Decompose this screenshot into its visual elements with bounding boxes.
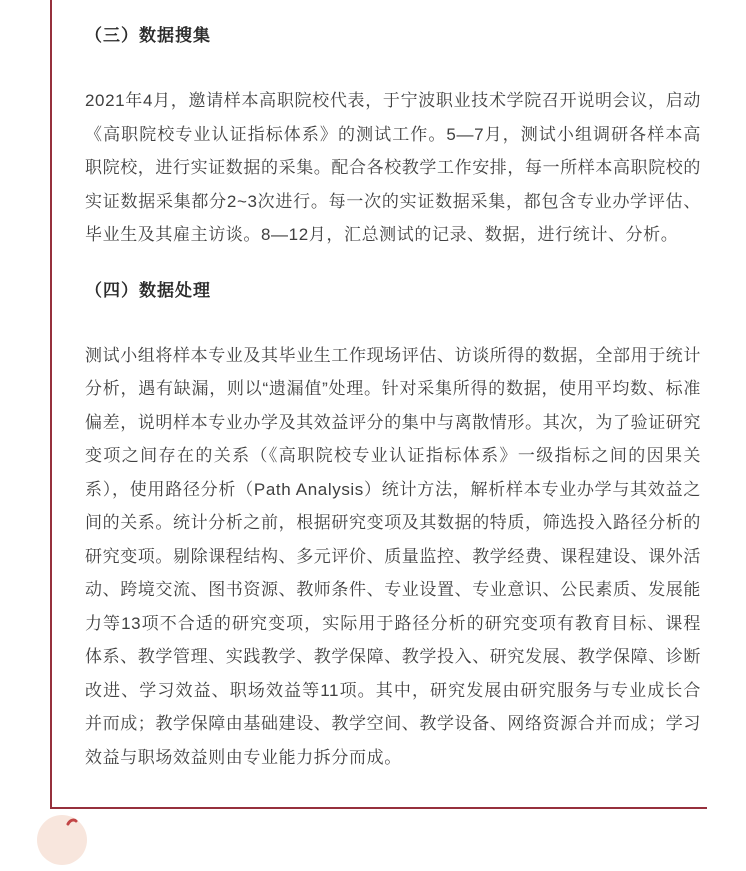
partial-peach-sticker-icon	[36, 814, 88, 866]
article-content	[52, 0, 707, 774]
section-heading-data-collection: （三）数据搜集	[85, 26, 211, 45]
article-quote-frame	[50, 0, 707, 809]
paragraph-data-collection: 2021年4月，邀请样本高职院校代表，于宁波职业技术学院召开说明会议，启动《高职院校专业认证指标体系》的测试工作。5—7月，测试小组调研各样本高职院校，进行实证数据的采集。配合各校教学工作安排，每一所样本高职院校的实证数据采集都分2~3次进行。每一次的实证数据采集，都包含专业办学评估、毕业生及其雇主访谈。8—12月，汇总测试的记录、数据，进行统计、分析。	[85, 91, 701, 244]
section-heading-data-processing: （四）数据处理	[85, 280, 211, 300]
paragraph-data-processing: 测试小组将样本专业及其毕业生工作现场评估、访谈所得的数据，全部用于统计分析，遇有缺漏，则以“遗漏值”处理。针对采集所得的数据，使用平均数、标准偏差，说明样本专业办学及其效益评分的集中与离散情形。其次，为了验证研究变项之间存在的关系（《高职院校专业认证指标体系》一级指标之间的因果关系），使用路径分析（Path Analysis）统计方法，解析样本专业办学与其效益之间的关系。统计分析之前，根据研究变项及其数据的特质，筛选投入路径分析的研究变项。剔除课程结构、多元评价、质量监控、教学经费、课程建设、课外活动、跨境交流、图书资源、教师条件、专业设置、专业意识、公民素质、发展能力等13项不合适的研究变项，实际用于路径分析的研究变项有教育目标、课程体系、教学管理、实践教学、教学保障、教学投入、研究发展、教学保障、诊断改进、学习效益、职场效益等11项。其中，研究发展由研究服务与专业成长合并而成；教学保障由基础建设、教学空间、教学设备、网络资源合并而成；学习效益与职场效益则由专业能力拆分而成。	[85, 345, 701, 767]
